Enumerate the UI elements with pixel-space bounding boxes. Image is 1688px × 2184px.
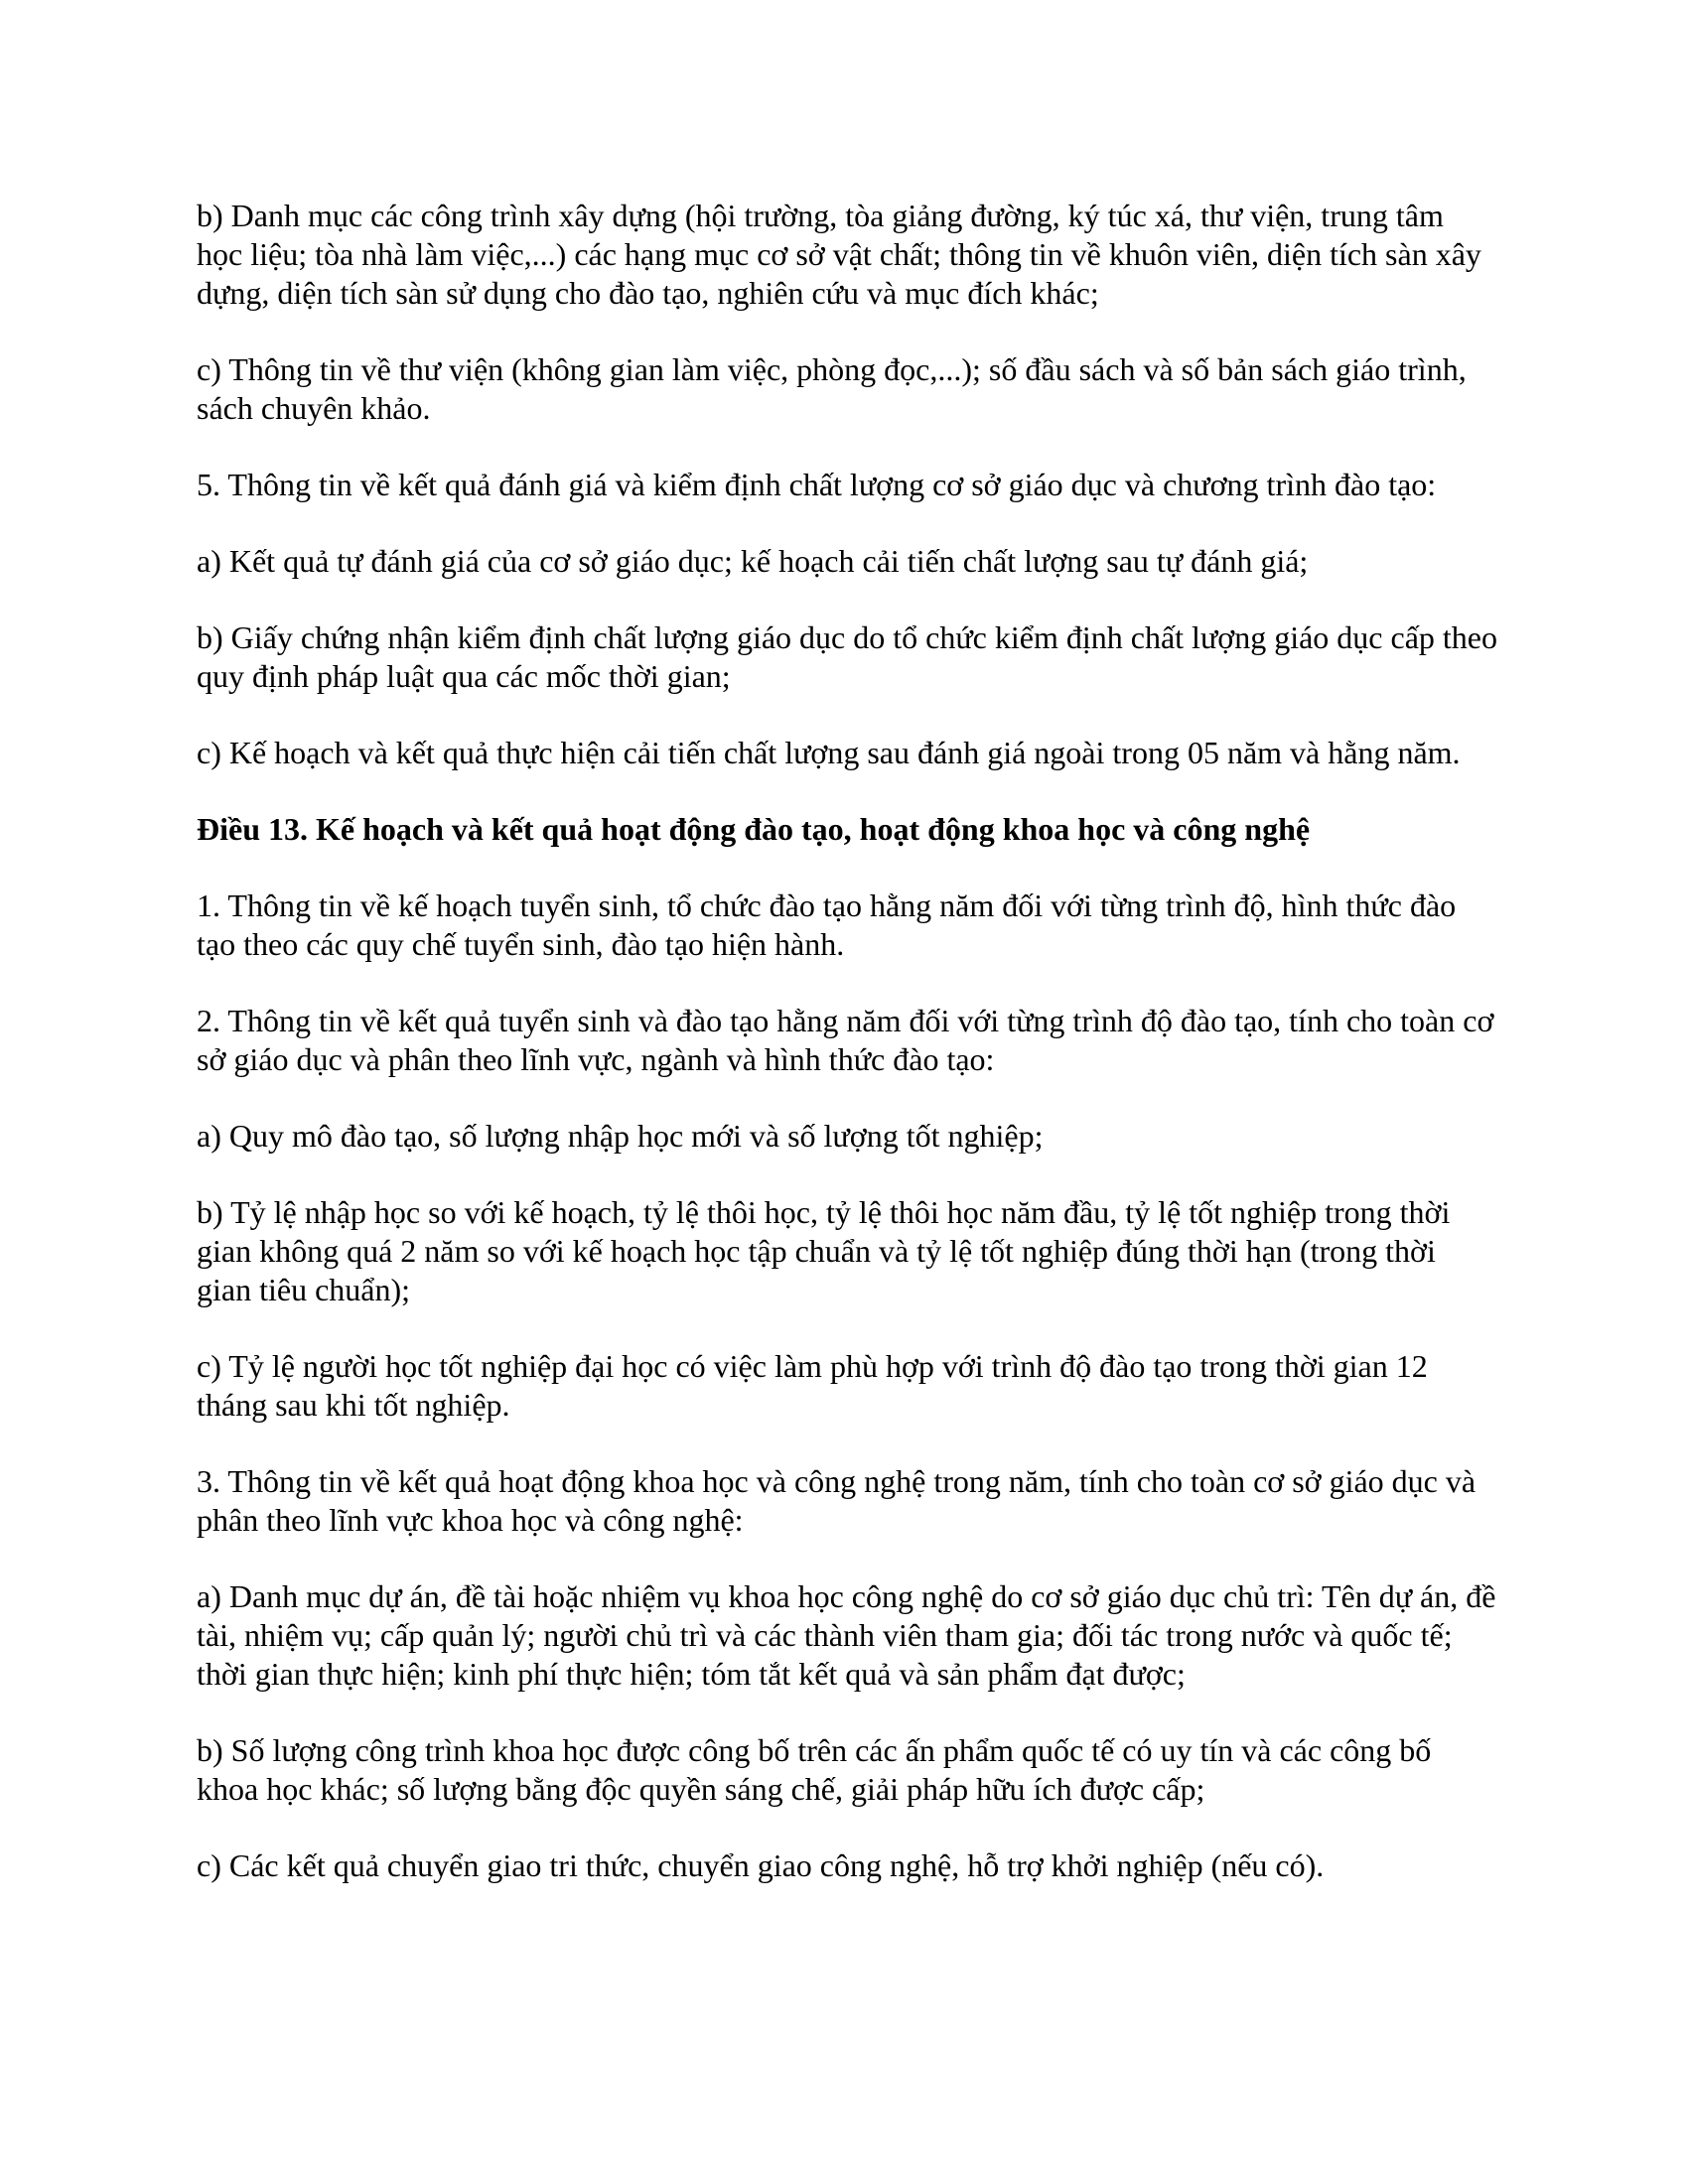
paragraph-certificate: b) Giấy chứng nhận kiểm định chất lượng giáo dục do tổ chức kiểm định chất lượng giáo dục cấp theo quy định pháp luật qua các mốc thời gian;: [197, 619, 1497, 694]
paragraph-accreditation-info: 5. Thông tin về kết quả đánh giá và kiểm định chất lượng cơ sở giáo dục và chương trình đào tạo:: [197, 467, 1437, 502]
paragraph-library-info: c) Thông tin về thư viện (không gian làm việc, phòng đọc,...); số đầu sách và số bản sách giáo trình, sách chuyên khảo.: [197, 351, 1467, 426]
article-13-heading: Điều 13. Kế hoạch và kết quả hoạt động đào tạo, hoạt động khoa học và công nghệ: [197, 811, 1311, 847]
paragraph-publications: b) Số lượng công trình khoa học được công bố trên các ấn phẩm quốc tế có uy tín và các công bố khoa học khác; số lượng bằng độc quyền sáng chế, giải pháp hữu ích được cấp;: [197, 1732, 1432, 1807]
paragraph-employment-rate: c) Tỷ lệ người học tốt nghiệp đại học có việc làm phù hợp với trình độ đào tạo trong thời gian 12 tháng sau khi tốt nghiệp.: [197, 1348, 1428, 1423]
paragraph-self-assessment: a) Kết quả tự đánh giá của cơ sở giáo dục; kế hoạch cải tiến chất lượng sau tự đánh giá;: [197, 543, 1309, 579]
paragraph-training-scale: a) Quy mô đào tạo, số lượng nhập học mới và số lượng tốt nghiệp;: [197, 1118, 1044, 1154]
paragraph-construction-list: b) Danh mục các công trình xây dựng (hội trường, tòa giảng đường, ký túc xá, thư viện, trung tâm học liệu; tòa nhà làm việc,...) các hạng mục cơ sở vật chất; thông tin về khuôn viên, diện tích sàn xây dựng, diện tích sàn sử dụng cho đào tạo, nghiên cứu và mục đích khác;: [197, 198, 1481, 311]
paragraph-improvement-plan: c) Kế hoạch và kết quả thực hiện cải tiến chất lượng sau đánh giá ngoài trong 05 năm và hằng năm.: [197, 735, 1461, 770]
document-body: [197, 197, 1497, 1885]
paragraph-science-results: 3. Thông tin về kết quả hoạt động khoa học và công nghệ trong năm, tính cho toàn cơ sở giáo dục và phân theo lĩnh vực khoa học và công nghệ:: [197, 1463, 1477, 1538]
paragraph-technology-transfer: c) Các kết quả chuyển giao tri thức, chuyển giao công nghệ, hỗ trợ khởi nghiệp (nếu có).: [197, 1847, 1325, 1883]
paragraph-enrollment-plan: 1. Thông tin về kế hoạch tuyển sinh, tổ chức đào tạo hằng năm đối với từng trình độ, hình thức đào tạo theo các quy chế tuyển sinh, đào tạo hiện hành.: [197, 887, 1457, 962]
paragraph-rates: b) Tỷ lệ nhập học so với kế hoạch, tỷ lệ thôi học, tỷ lệ thôi học năm đầu, tỷ lệ tốt nghiệp trong thời gian không quá 2 năm so với kế hoạch học tập chuẩn và tỷ lệ tốt nghiệp đúng thời hạn (trong thời gian tiêu chuẩn);: [197, 1194, 1451, 1307]
paragraph-enrollment-results: 2. Thông tin về kết quả tuyển sinh và đào tạo hằng năm đối với từng trình độ đào tạo, tính cho toàn cơ sở giáo dục và phân theo lĩnh vực, ngành và hình thức đào tạo:: [197, 1003, 1494, 1077]
paragraph-project-list: a) Danh mục dự án, đề tài hoặc nhiệm vụ khoa học công nghệ do cơ sở giáo dục chủ trì: Tên dự án, đề tài, nhiệm vụ; cấp quản lý; người chủ trì và các thành viên tham gia; đối tác trong nước và quốc tế; thời gian thực hiện; kinh phí thực hiện; tóm tắt kết quả và sản phẩm đạt được;: [197, 1578, 1496, 1692]
